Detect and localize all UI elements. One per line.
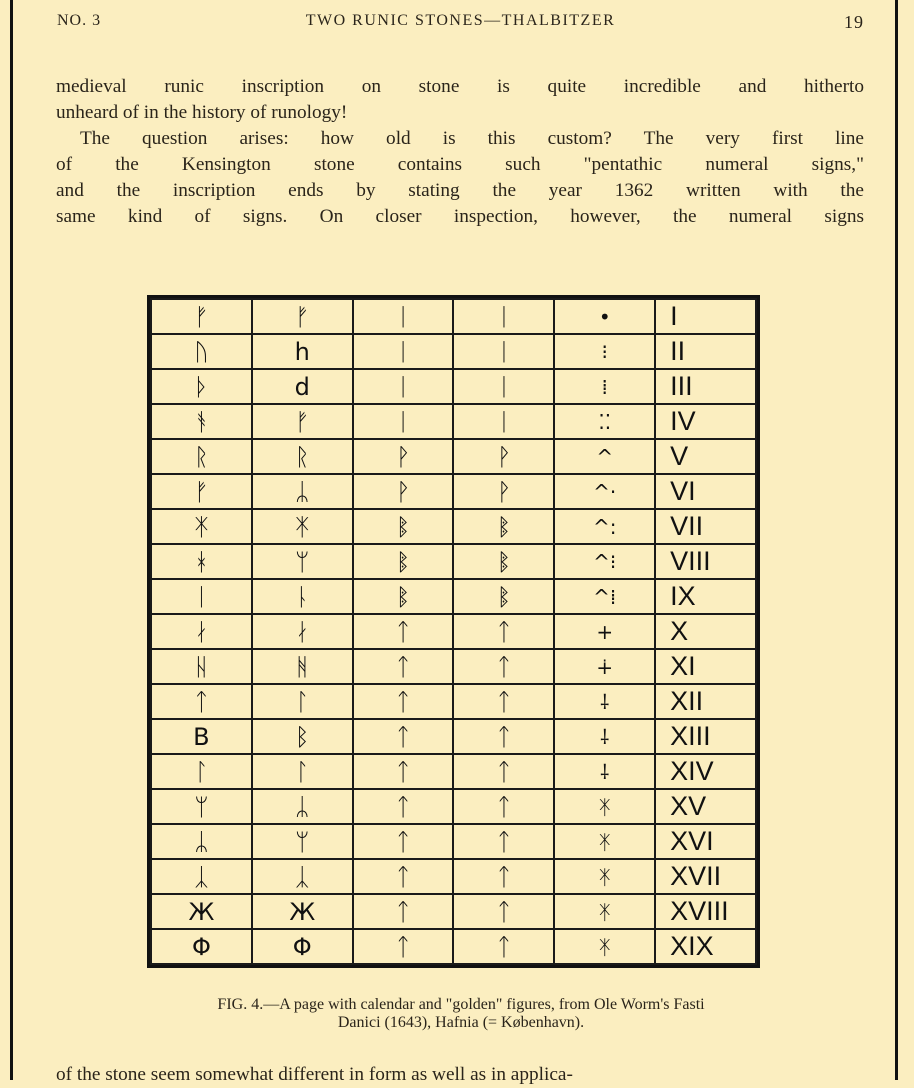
roman-numeral-cell: XII [655, 684, 756, 719]
caption-line-1: FIG. 4.—A page with calendar and "golden" figures, from Ole Worm's Fasti [217, 996, 705, 1013]
running-title: TWO RUNIC STONES—THALBITZER [305, 12, 616, 29]
text-line: and the inscription ends by stating the year 1362 written with the [56, 180, 864, 201]
rune-cell: ^⁞ [554, 579, 655, 614]
rune-cell: ᛘ [252, 544, 353, 579]
text-line: medieval runic inscription on stone is quite incredible and hitherto [56, 76, 864, 97]
table-row [151, 334, 756, 369]
rune-cell: ^ [554, 439, 655, 474]
page-number: 19 [844, 12, 864, 32]
rune-cell: ᛏ [353, 929, 454, 964]
rune-cell: ᚠ [151, 474, 252, 509]
rune-cell: ᛡ [554, 894, 655, 929]
rune-cell: ᛏ [453, 859, 554, 894]
rune-cell: ᛁ [151, 579, 252, 614]
rune-cell: ⁝ [554, 334, 655, 369]
rune-cell: ᛔ [453, 579, 554, 614]
table-row [151, 859, 756, 894]
continuing-text: of the stone seem somewhat different in form as well as in applica- [56, 1064, 573, 1085]
rune-cell: Φ [151, 929, 252, 964]
rune-cell: ᛏ [453, 894, 554, 929]
rune-cell: ⸸ [554, 754, 655, 789]
rune-cell: ᚼ [151, 544, 252, 579]
rune-cell: ᛏ [353, 649, 454, 684]
rune-cell: ⁚⁚ [554, 404, 655, 439]
rune-cell: Ж [151, 894, 252, 929]
roman-numeral-cell: XIII [655, 719, 756, 754]
paragraph-2 [56, 126, 864, 230]
table-row [151, 544, 756, 579]
rune-cell: ᛔ [453, 509, 554, 544]
running-header [57, 12, 864, 42]
rune-cell: ᚠ [252, 404, 353, 439]
rune-cell: ᛅ [151, 614, 252, 649]
rune-cell: ᛏ [353, 859, 454, 894]
roman-numeral-cell: XVII [655, 859, 756, 894]
roman-numeral-cell: XVI [655, 824, 756, 859]
rune-cell: ᛏ [453, 684, 554, 719]
rune-cell: • [554, 299, 655, 334]
rune-cell: ᛁ [353, 369, 454, 404]
table-row [151, 404, 756, 439]
rune-cell: ᛡ [554, 789, 655, 824]
rune-cell: ᛁ [353, 404, 454, 439]
table-row [151, 299, 756, 334]
rune-cell: + [554, 614, 655, 649]
rune-cell: ⸸ [554, 719, 655, 754]
table-row [151, 649, 756, 684]
rune-cell: h [252, 334, 353, 369]
roman-numeral-cell: XIX [655, 929, 756, 964]
table-row [151, 684, 756, 719]
rune-cell: ᚠ [151, 299, 252, 334]
rune-cell: ^· [554, 474, 655, 509]
rune-cell: ᛁ [453, 404, 554, 439]
rune-cell: ᛏ [353, 719, 454, 754]
rune-cell: ᚠ [252, 299, 353, 334]
rune-table [150, 298, 757, 965]
table-row [151, 719, 756, 754]
table-row [151, 894, 756, 929]
rune-cell: ᛔ [353, 579, 454, 614]
table-row [151, 369, 756, 404]
rune-cell: ⸸ [554, 684, 655, 719]
text-line: The question arises: how old is this custom? The very first line [80, 128, 864, 149]
rune-cell: ᛡ [554, 859, 655, 894]
rune-calendar-figure [147, 295, 760, 968]
rune-cell: ᚦ [151, 369, 252, 404]
table-row [151, 929, 756, 964]
rune-cell: ᚻ [252, 649, 353, 684]
issue-number: NO. 3 [57, 12, 102, 29]
rune-cell: ᛏ [453, 719, 554, 754]
rune-cell: ᛡ [554, 824, 655, 859]
rune-cell: ᛏ [453, 824, 554, 859]
rune-cell: ∔ [554, 649, 655, 684]
rune-cell: B [151, 719, 252, 754]
rune-cell: ᛘ [252, 824, 353, 859]
rune-cell: ^⁝ [554, 544, 655, 579]
rune-cell: ᛦ [151, 824, 252, 859]
rune-cell: Φ [252, 929, 353, 964]
rune-cell: ᛁ [453, 334, 554, 369]
rune-cell: ᛡ [252, 509, 353, 544]
roman-numeral-cell: X [655, 614, 756, 649]
rune-cell: ᛁ [453, 369, 554, 404]
rune-cell: ᛏ [353, 614, 454, 649]
rune-cell: ᛡ [554, 929, 655, 964]
caption-line-2: Danici (1643), Hafnia (= København). [337, 1014, 585, 1031]
roman-numeral-cell: VIII [655, 544, 756, 579]
rune-cell: ᛦ [252, 789, 353, 824]
rune-cell: ᛏ [453, 754, 554, 789]
rune-cell: Ж [252, 894, 353, 929]
table-row [151, 789, 756, 824]
rune-cell: ᛒ [252, 719, 353, 754]
rune-cell: ᛁ [353, 299, 454, 334]
roman-numeral-cell: XV [655, 789, 756, 824]
roman-numeral-cell: IX [655, 579, 756, 614]
rune-cell: ᚹ [453, 439, 554, 474]
rune-cell: ᛔ [353, 544, 454, 579]
rune-cell: ᛅ [252, 614, 353, 649]
rune-cell: ᛔ [453, 544, 554, 579]
rune-cell: ᛏ [453, 649, 554, 684]
roman-numeral-cell: V [655, 439, 756, 474]
rune-cell: ᛁ [453, 299, 554, 334]
rune-cell: ᚹ [353, 474, 454, 509]
rune-cell: ᚺ [151, 649, 252, 684]
rune-cell: ᛁ [353, 334, 454, 369]
rune-cell: ᚬ [151, 404, 252, 439]
rune-cell: d [252, 369, 353, 404]
table-row [151, 474, 756, 509]
rune-cell: ᛦ [252, 474, 353, 509]
rune-cell: ^: [554, 509, 655, 544]
table-row [151, 754, 756, 789]
rune-cell: ᛏ [453, 929, 554, 964]
rune-cell: ᛏ [353, 789, 454, 824]
rune-cell: ᛘ [151, 789, 252, 824]
roman-numeral-cell: IV [655, 404, 756, 439]
table-row [151, 824, 756, 859]
rune-cell: ᚹ [353, 439, 454, 474]
roman-numeral-cell: II [655, 334, 756, 369]
rune-cell: ᛏ [353, 684, 454, 719]
table-row [151, 614, 756, 649]
text-line: unheard of in the history of runology! [56, 102, 348, 123]
rune-cell: ᛡ [151, 509, 252, 544]
rune-cell: ᛚ [252, 684, 353, 719]
rune-cell: ᚿ [252, 579, 353, 614]
text-line: same kind of signs. On closer inspection, however, the numeral signs [56, 206, 864, 227]
rune-cell: ᛏ [353, 754, 454, 789]
rune-cell: ᛚ [252, 754, 353, 789]
rune-cell: ᛏ [151, 684, 252, 719]
rune-cell: ᚱ [252, 439, 353, 474]
roman-numeral-cell: XI [655, 649, 756, 684]
paragraph-1 [56, 74, 864, 126]
roman-numeral-cell: I [655, 299, 756, 334]
rune-cell: ᛣ [151, 859, 252, 894]
roman-numeral-cell: III [655, 369, 756, 404]
table-row [151, 579, 756, 614]
rune-cell: ᚱ [151, 439, 252, 474]
rune-cell: ᛏ [353, 824, 454, 859]
rune-cell: ᛏ [453, 614, 554, 649]
table-row [151, 509, 756, 544]
rune-cell: ᛏ [453, 789, 554, 824]
roman-numeral-cell: VI [655, 474, 756, 509]
body-text [56, 74, 864, 230]
rune-cell: ᛣ [252, 859, 353, 894]
roman-numeral-cell: XIV [655, 754, 756, 789]
rune-cell: ᛚ [151, 754, 252, 789]
rune-cell: ᚹ [453, 474, 554, 509]
rune-cell: ᛏ [353, 894, 454, 929]
roman-numeral-cell: VII [655, 509, 756, 544]
rune-cell: ⁞ [554, 369, 655, 404]
roman-numeral-cell: XVIII [655, 894, 756, 929]
text-line: of the Kensington stone contains such "pentathic numeral signs," [56, 154, 864, 175]
figure-caption [96, 996, 826, 1032]
rune-cell: ᚢ [151, 334, 252, 369]
table-row [151, 439, 756, 474]
rune-cell: ᛔ [353, 509, 454, 544]
